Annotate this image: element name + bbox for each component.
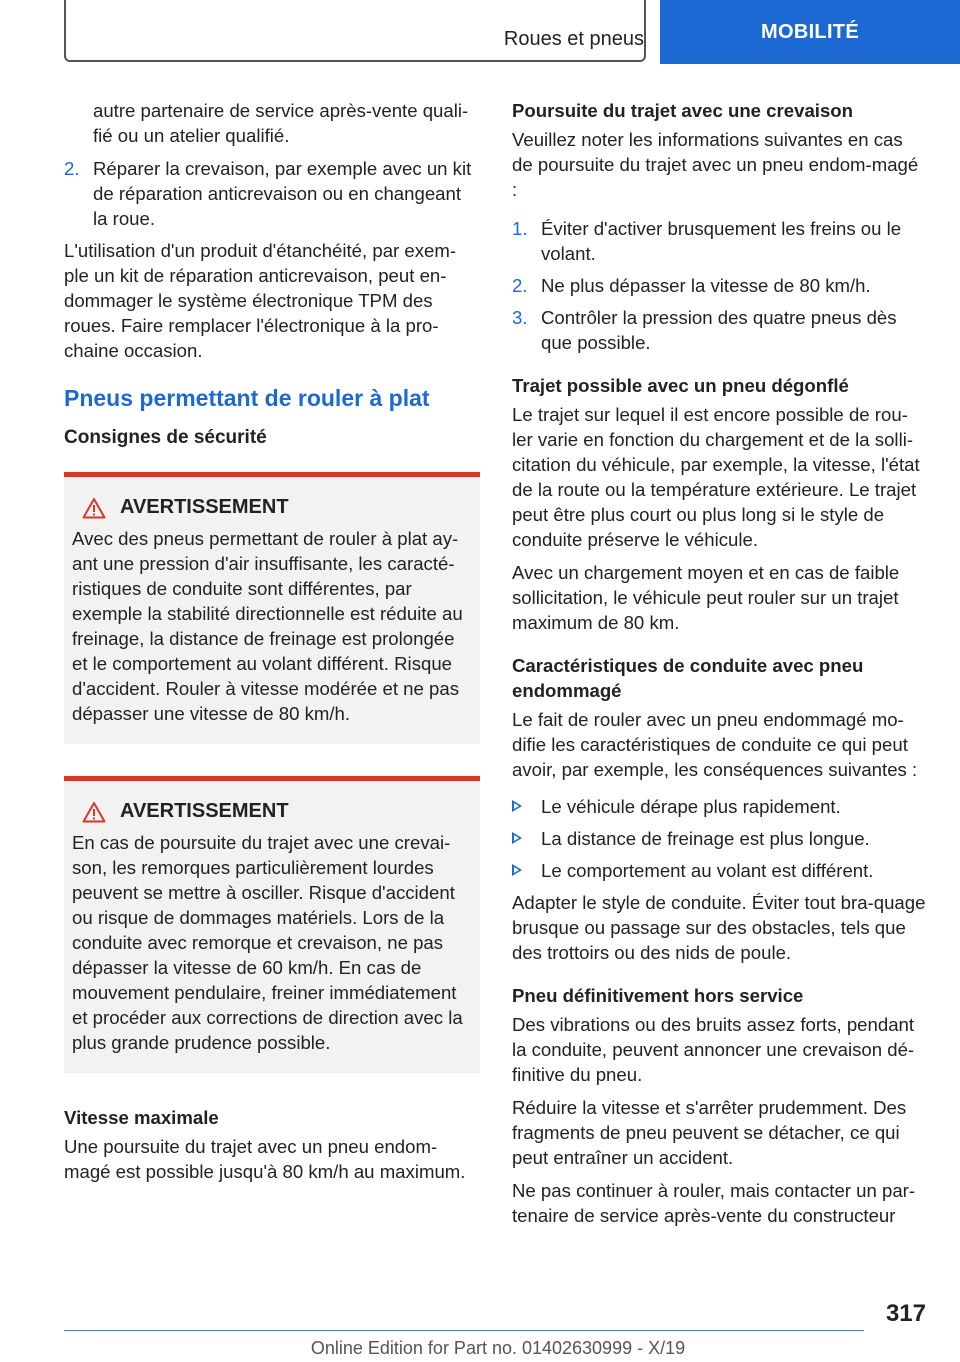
step-text: Contrôler la pression des quatre pneus dès que possible. <box>541 307 897 353</box>
list-item <box>512 858 928 883</box>
header-chapter-label: MOBILITÉ <box>761 20 859 43</box>
step-number: 3. <box>512 307 528 328</box>
paragraph: Des vibrations ou des bruits assez forts, pendant la conduite, peuvent annoncer une crevaison dé-finitive du pneu. <box>512 1014 915 1085</box>
warning-box-2 <box>64 776 480 1073</box>
footer-divider <box>64 1330 864 1331</box>
warning-title: AVERTISSEMENT <box>120 496 289 518</box>
paragraph: Le trajet sur lequel il est encore possible de rou-ler varie en fonction du chargement et de la solli-citation du véhicule, par exemple, la vitesse, l'état de la route ou la température extérieure. Le trajet peut être plus court ou plus long si le style de conduite préserve le véhicule. <box>512 404 920 550</box>
bullet-text: Le comportement au volant est différent. <box>541 860 874 881</box>
page-number: 317 <box>885 1300 926 1327</box>
paragraph: Réduire la vitesse et s'arrêter prudemment. Des fragments de pneu peuvent se détacher, ce qui peut entraîner un accident. <box>512 1097 907 1168</box>
subheading: Vitesse maximale <box>64 1107 219 1128</box>
subheading: Trajet possible avec un pneu dégonflé <box>512 375 849 396</box>
step-number: 1. <box>512 218 528 239</box>
paragraph: Adapter le style de conduite. Éviter tout bra-quage brusque ou passage sur des obstacles, tels que des trottoirs ou des nids de poule. <box>512 892 926 963</box>
paragraph: Une poursuite du trajet avec un pneu endom-magé est possible jusqu'à 80 km/h au maximum. <box>64 1136 466 1182</box>
step-text: Ne plus dépasser la vitesse de 80 km/h. <box>541 275 871 296</box>
footer-edition: Online Edition for Part no. 01402630999 - X/19 <box>310 1338 686 1358</box>
warning-text: En cas de poursuite du trajet avec une crevai-son, les remorques particulièrement lourdes peuvent se mettre à osciller. Risque d'accident ou risque de dommages matériels. Lors de la conduite avec remorque et crevaison, ne pas dépasser la vitesse de 60 km/h. En cas de mouvement pendulaire, freiner immédiatement et procéder aux corrections de direction avec la plus grande prudence possible. <box>72 832 463 1053</box>
warning-triangle-icon <box>82 497 106 519</box>
right-column <box>512 98 928 1236</box>
list-item <box>512 216 928 266</box>
paragraph: Le fait de rouler avec un pneu endommagé mo-difie les caractéristiques de conduite ce qui peut avoir, par exemple, les conséquences suivantes : <box>512 709 918 780</box>
bullet-text: Le véhicule dérape plus rapidement. <box>541 796 841 817</box>
warning-triangle-icon <box>82 801 106 823</box>
step-text: Éviter d'activer brusquement les freins ou le volant. <box>541 218 902 264</box>
header-section-title: Roues et pneus <box>503 28 644 50</box>
step-text: Réparer la crevaison, par exemple avec un kit de réparation anticrevaison ou en changeant la roue. <box>93 158 472 229</box>
triangle-bullet-icon <box>512 800 522 812</box>
step-number: 2. <box>64 158 80 179</box>
list-item <box>512 305 928 355</box>
list-item <box>512 273 928 298</box>
step-number: 2. <box>512 275 528 296</box>
warning-title: AVERTISSEMENT <box>120 800 289 822</box>
paragraph: L'utilisation d'un produit d'étanchéité, par exem-ple un kit de réparation anticrevaison, peut en-dommager le système électronique TPM des roues. Faire remplacer l'électronique à la pro-chaine occasion. <box>64 240 457 361</box>
continued-step-text: autre partenaire de service après-vente quali-fié ou un atelier qualifié. <box>93 100 469 146</box>
warning-title-row <box>72 495 472 520</box>
warning-box-1 <box>64 472 480 744</box>
list-item <box>512 826 928 851</box>
triangle-bullet-icon <box>512 832 522 844</box>
subheading: Pneu définitivement hors service <box>512 985 804 1006</box>
warning-title-row <box>72 799 472 824</box>
paragraph: Avec un chargement moyen et en cas de faible sollicitation, le véhicule peut rouler sur un trajet maximum de 80 km. <box>512 562 900 633</box>
warning-text: Avec des pneus permettant de rouler à plat ay-ant une pression d'air insuffisante, les caracté-ristiques de conduite sont différentes, par exemple la stabilité directionnelle est réduite au freinage, la distance de freinage est prolongée et le comportement au volant différent. Risque d'accident. Rouler à vitesse modérée et ne pas dépasser une vitesse de 80 km/h. <box>72 528 463 724</box>
subheading: Consignes de sécurité <box>64 427 267 448</box>
left-column <box>64 98 480 1192</box>
subheading: Caractéristiques de conduite avec pneu endommagé <box>512 655 864 701</box>
header-chapter-tab[interactable] <box>660 0 960 64</box>
list-item <box>512 794 928 819</box>
subheading: Poursuite du trajet avec une crevaison <box>512 100 854 121</box>
list-item <box>64 156 480 231</box>
triangle-bullet-icon <box>512 864 522 876</box>
bullet-text: La distance de freinage est plus longue. <box>541 828 870 849</box>
paragraph: Veuillez noter les informations suivantes en cas de poursuite du trajet avec un pneu endom-magé : <box>512 129 919 200</box>
section-heading: Pneus permettant de rouler à plat <box>64 385 430 411</box>
paragraph: Ne pas continuer à rouler, mais contacter un par-tenaire de service après-vente du constructeur <box>512 1180 916 1226</box>
